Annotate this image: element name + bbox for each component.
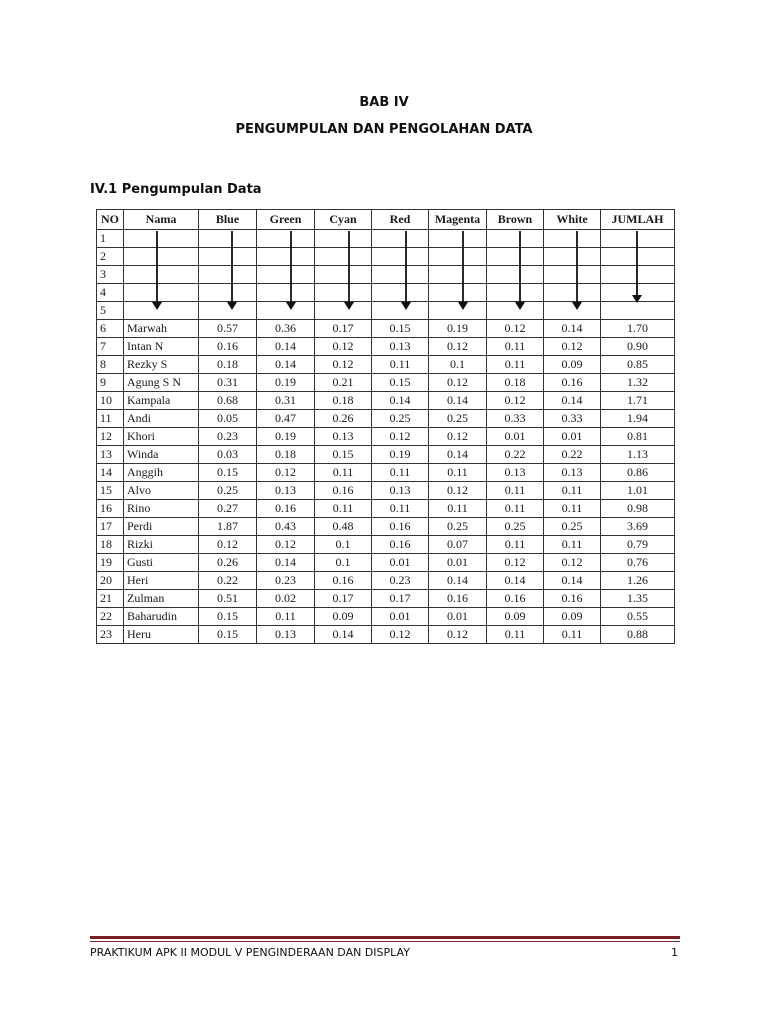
value-cell: 0.12 (315, 356, 372, 374)
table-row (97, 320, 675, 338)
value-cell: 0.13 (487, 464, 544, 482)
value-cell: 0.21 (315, 374, 372, 392)
row-number-cell: 1 (97, 230, 124, 248)
row-number-cell: 11 (97, 410, 124, 428)
value-cell (315, 266, 372, 284)
name-cell: Perdi (124, 518, 199, 536)
value-cell (199, 284, 257, 302)
value-cell: 0.14 (429, 446, 487, 464)
value-cell (372, 230, 429, 248)
value-cell: 0.09 (315, 608, 372, 626)
table-row (97, 554, 675, 572)
value-cell: 0.14 (372, 392, 429, 410)
value-cell: 0.47 (257, 410, 315, 428)
value-cell: 0.12 (487, 554, 544, 572)
value-cell (257, 230, 315, 248)
value-cell: 1.94 (601, 410, 675, 428)
name-cell (124, 266, 199, 284)
value-cell: 0.11 (315, 500, 372, 518)
value-cell: 0.19 (257, 428, 315, 446)
value-cell (372, 284, 429, 302)
value-cell: 0.16 (372, 536, 429, 554)
value-cell: 0.13 (257, 626, 315, 644)
value-cell: 0.12 (429, 338, 487, 356)
value-cell: 0.48 (315, 518, 372, 536)
name-cell: Rezky S (124, 356, 199, 374)
value-cell: 0.11 (487, 356, 544, 374)
value-cell: 0.16 (257, 500, 315, 518)
value-cell: 0.03 (199, 446, 257, 464)
table-row (97, 338, 675, 356)
column-header-no: NO (97, 210, 124, 230)
value-cell: 0.18 (315, 392, 372, 410)
value-cell: 1.32 (601, 374, 675, 392)
value-cell: 0.16 (199, 338, 257, 356)
value-cell: 1.26 (601, 572, 675, 590)
value-cell (257, 284, 315, 302)
value-cell: 0.11 (372, 500, 429, 518)
row-number-cell: 15 (97, 482, 124, 500)
value-cell: 0.25 (372, 410, 429, 428)
table-row (97, 500, 675, 518)
value-cell: 0.13 (544, 464, 601, 482)
column-header-brown: Brown (487, 210, 544, 230)
value-cell: 0.68 (199, 392, 257, 410)
value-cell: 0.16 (487, 590, 544, 608)
name-cell (124, 302, 199, 320)
value-cell: 0.26 (315, 410, 372, 428)
value-cell: 1.13 (601, 446, 675, 464)
row-number-cell: 2 (97, 248, 124, 266)
column-header-red: Red (372, 210, 429, 230)
value-cell: 0.12 (372, 428, 429, 446)
value-cell: 0.55 (601, 608, 675, 626)
value-cell: 0.33 (487, 410, 544, 428)
value-cell (199, 302, 257, 320)
value-cell: 0.14 (487, 572, 544, 590)
value-cell: 0.14 (429, 392, 487, 410)
value-cell (429, 266, 487, 284)
value-cell: 0.14 (315, 626, 372, 644)
value-cell (372, 248, 429, 266)
value-cell: 0.13 (372, 338, 429, 356)
row-number-cell: 7 (97, 338, 124, 356)
table-row (97, 464, 675, 482)
value-cell: 0.33 (544, 410, 601, 428)
value-cell: 0.12 (429, 374, 487, 392)
value-cell (199, 248, 257, 266)
table-row (97, 410, 675, 428)
value-cell: 0.15 (199, 608, 257, 626)
table-row (97, 446, 675, 464)
value-cell: 0.12 (372, 626, 429, 644)
value-cell: 0.23 (199, 428, 257, 446)
value-cell: 1.35 (601, 590, 675, 608)
value-cell (544, 230, 601, 248)
value-cell: 0.17 (315, 320, 372, 338)
column-header-green: Green (257, 210, 315, 230)
row-number-cell: 5 (97, 302, 124, 320)
section-heading: IV.1 Pengumpulan Data (90, 182, 262, 197)
value-cell: 0.25 (429, 410, 487, 428)
value-cell: 0.17 (372, 590, 429, 608)
table-row (97, 518, 675, 536)
value-cell: 0.13 (315, 428, 372, 446)
value-cell (257, 302, 315, 320)
value-cell: 0.15 (372, 320, 429, 338)
value-cell: 0.16 (429, 590, 487, 608)
value-cell (487, 302, 544, 320)
value-cell (199, 266, 257, 284)
value-cell: 0.14 (257, 356, 315, 374)
value-cell: 0.19 (257, 374, 315, 392)
value-cell: 0.15 (199, 464, 257, 482)
value-cell: 0.01 (487, 428, 544, 446)
table-row (97, 392, 675, 410)
value-cell: 0.12 (487, 320, 544, 338)
row-number-cell: 22 (97, 608, 124, 626)
row-number-cell: 6 (97, 320, 124, 338)
value-cell: 0.1 (315, 554, 372, 572)
value-cell: 0.98 (601, 500, 675, 518)
name-cell: Kampala (124, 392, 199, 410)
value-cell: 0.11 (372, 464, 429, 482)
row-number-cell: 23 (97, 626, 124, 644)
column-header-jumlah: JUMLAH (601, 210, 675, 230)
value-cell: 0.01 (429, 608, 487, 626)
value-cell: 0.11 (487, 626, 544, 644)
value-cell: 0.22 (544, 446, 601, 464)
footer-text: PRAKTIKUM APK II MODUL V PENGINDERAAN DAN DISPLAY (90, 946, 410, 959)
name-cell: Rizki (124, 536, 199, 554)
value-cell: 0.14 (544, 392, 601, 410)
footer-rule-thin (90, 941, 680, 942)
name-cell: Andi (124, 410, 199, 428)
table-row (97, 428, 675, 446)
value-cell: 0.14 (544, 572, 601, 590)
value-cell: 0.18 (487, 374, 544, 392)
name-cell: Marwah (124, 320, 199, 338)
row-number-cell: 18 (97, 536, 124, 554)
value-cell: 0.14 (544, 320, 601, 338)
name-cell: Agung S N (124, 374, 199, 392)
value-cell: 0.14 (257, 554, 315, 572)
value-cell: 0.22 (487, 446, 544, 464)
value-cell: 0.12 (429, 482, 487, 500)
value-cell (372, 302, 429, 320)
row-number-cell: 9 (97, 374, 124, 392)
table-row (97, 626, 675, 644)
column-header-white: White (544, 210, 601, 230)
value-cell (601, 302, 675, 320)
value-cell: 0.1 (315, 536, 372, 554)
value-cell: 1.70 (601, 320, 675, 338)
footer-rule (90, 936, 680, 939)
name-cell: Zulman (124, 590, 199, 608)
value-cell: 0.15 (315, 446, 372, 464)
value-cell: 0.23 (372, 572, 429, 590)
value-cell (429, 284, 487, 302)
value-cell: 0.19 (429, 320, 487, 338)
value-cell: 0.18 (199, 356, 257, 374)
value-cell: 0.19 (372, 446, 429, 464)
row-number-cell: 14 (97, 464, 124, 482)
value-cell (315, 230, 372, 248)
value-cell: 0.25 (487, 518, 544, 536)
name-cell: Heri (124, 572, 199, 590)
value-cell: 0.43 (257, 518, 315, 536)
value-cell (544, 302, 601, 320)
table-row (97, 536, 675, 554)
value-cell: 0.12 (199, 536, 257, 554)
value-cell: 0.79 (601, 536, 675, 554)
table-row (97, 374, 675, 392)
table-row (97, 356, 675, 374)
row-number-cell: 21 (97, 590, 124, 608)
value-cell (544, 284, 601, 302)
value-cell: 0.15 (199, 626, 257, 644)
table-body (97, 230, 675, 644)
table-row (97, 608, 675, 626)
value-cell: 0.16 (315, 572, 372, 590)
column-header-nama: Nama (124, 210, 199, 230)
name-cell: Anggih (124, 464, 199, 482)
value-cell: 0.17 (315, 590, 372, 608)
value-cell: 0.16 (372, 518, 429, 536)
page-number: 1 (671, 946, 678, 959)
value-cell: 0.11 (429, 500, 487, 518)
value-cell (257, 248, 315, 266)
row-number-cell: 8 (97, 356, 124, 374)
value-cell (315, 248, 372, 266)
value-cell: 0.11 (544, 482, 601, 500)
data-table (96, 209, 675, 644)
value-cell: 0.12 (429, 428, 487, 446)
chapter-heading: BAB IV (359, 95, 409, 110)
value-cell: 0.11 (487, 536, 544, 554)
name-cell: Baharudin (124, 608, 199, 626)
value-cell: 0.51 (199, 590, 257, 608)
value-cell: 0.57 (199, 320, 257, 338)
row-number-cell: 13 (97, 446, 124, 464)
value-cell: 0.90 (601, 338, 675, 356)
table-row (97, 482, 675, 500)
value-cell: 0.22 (199, 572, 257, 590)
chapter-title: PENGUMPULAN DAN PENGOLAHAN DATA (235, 122, 533, 137)
row-number-cell: 16 (97, 500, 124, 518)
value-cell: 0.11 (487, 500, 544, 518)
name-cell: Rino (124, 500, 199, 518)
value-cell: 0.81 (601, 428, 675, 446)
value-cell: 0.12 (315, 338, 372, 356)
value-cell: 0.16 (544, 590, 601, 608)
value-cell (487, 284, 544, 302)
row-number-cell: 12 (97, 428, 124, 446)
value-cell (487, 230, 544, 248)
name-cell (124, 230, 199, 248)
table-row (97, 590, 675, 608)
value-cell: 0.14 (429, 572, 487, 590)
value-cell: 0.05 (199, 410, 257, 428)
row-number-cell: 4 (97, 284, 124, 302)
value-cell: 0.09 (544, 608, 601, 626)
value-cell (429, 230, 487, 248)
value-cell: 0.86 (601, 464, 675, 482)
value-cell: 0.11 (315, 464, 372, 482)
value-cell: 1.01 (601, 482, 675, 500)
value-cell: 0.25 (544, 518, 601, 536)
value-cell (315, 284, 372, 302)
value-cell: 0.1 (429, 356, 487, 374)
value-cell: 0.12 (257, 464, 315, 482)
value-cell: 0.12 (257, 536, 315, 554)
value-cell (601, 230, 675, 248)
value-cell (601, 284, 675, 302)
value-cell: 0.76 (601, 554, 675, 572)
name-cell: Khori (124, 428, 199, 446)
value-cell: 0.01 (429, 554, 487, 572)
name-cell: Heru (124, 626, 199, 644)
value-cell (601, 266, 675, 284)
row-number-cell: 3 (97, 266, 124, 284)
value-cell: 0.14 (257, 338, 315, 356)
value-cell: 0.11 (257, 608, 315, 626)
name-cell: Intan N (124, 338, 199, 356)
value-cell: 0.02 (257, 590, 315, 608)
value-cell: 0.12 (544, 338, 601, 356)
value-cell (199, 230, 257, 248)
value-cell (429, 248, 487, 266)
column-header-blue: Blue (199, 210, 257, 230)
value-cell: 0.11 (372, 356, 429, 374)
row-number-cell: 17 (97, 518, 124, 536)
value-cell: 1.71 (601, 392, 675, 410)
value-cell: 0.85 (601, 356, 675, 374)
value-cell: 0.31 (199, 374, 257, 392)
value-cell: 0.11 (544, 500, 601, 518)
table-row (97, 572, 675, 590)
column-header-magenta: Magenta (429, 210, 487, 230)
value-cell (372, 266, 429, 284)
value-cell: 0.09 (487, 608, 544, 626)
value-cell: 0.16 (315, 482, 372, 500)
value-cell (487, 266, 544, 284)
row-number-cell: 19 (97, 554, 124, 572)
table-row (97, 248, 675, 266)
value-cell: 0.11 (544, 626, 601, 644)
value-cell (601, 248, 675, 266)
value-cell: 0.11 (487, 338, 544, 356)
value-cell: 0.13 (372, 482, 429, 500)
name-cell (124, 284, 199, 302)
value-cell (257, 266, 315, 284)
value-cell: 0.16 (544, 374, 601, 392)
row-number-cell: 20 (97, 572, 124, 590)
value-cell: 0.01 (372, 554, 429, 572)
value-cell: 0.13 (257, 482, 315, 500)
value-cell: 0.26 (199, 554, 257, 572)
table-header-row (97, 210, 675, 230)
value-cell: 0.11 (544, 536, 601, 554)
value-cell: 0.18 (257, 446, 315, 464)
name-cell: Alvo (124, 482, 199, 500)
name-cell: Winda (124, 446, 199, 464)
name-cell (124, 248, 199, 266)
value-cell: 0.15 (372, 374, 429, 392)
value-cell: 0.11 (429, 464, 487, 482)
value-cell (544, 266, 601, 284)
value-cell (429, 302, 487, 320)
row-number-cell: 10 (97, 392, 124, 410)
value-cell: 1.87 (199, 518, 257, 536)
value-cell: 0.12 (487, 392, 544, 410)
table-row (97, 230, 675, 248)
value-cell: 3.69 (601, 518, 675, 536)
value-cell: 0.07 (429, 536, 487, 554)
value-cell (315, 302, 372, 320)
value-cell: 0.25 (199, 482, 257, 500)
value-cell: 0.36 (257, 320, 315, 338)
value-cell: 0.01 (372, 608, 429, 626)
value-cell: 0.25 (429, 518, 487, 536)
value-cell: 0.27 (199, 500, 257, 518)
table-row (97, 266, 675, 284)
column-header-cyan: Cyan (315, 210, 372, 230)
value-cell: 0.88 (601, 626, 675, 644)
table-row (97, 284, 675, 302)
value-cell (544, 248, 601, 266)
value-cell: 0.09 (544, 356, 601, 374)
value-cell: 0.11 (487, 482, 544, 500)
value-cell (487, 248, 544, 266)
value-cell: 0.12 (429, 626, 487, 644)
value-cell: 0.23 (257, 572, 315, 590)
value-cell: 0.31 (257, 392, 315, 410)
value-cell: 0.01 (544, 428, 601, 446)
value-cell: 0.12 (544, 554, 601, 572)
table-row (97, 302, 675, 320)
name-cell: Gusti (124, 554, 199, 572)
